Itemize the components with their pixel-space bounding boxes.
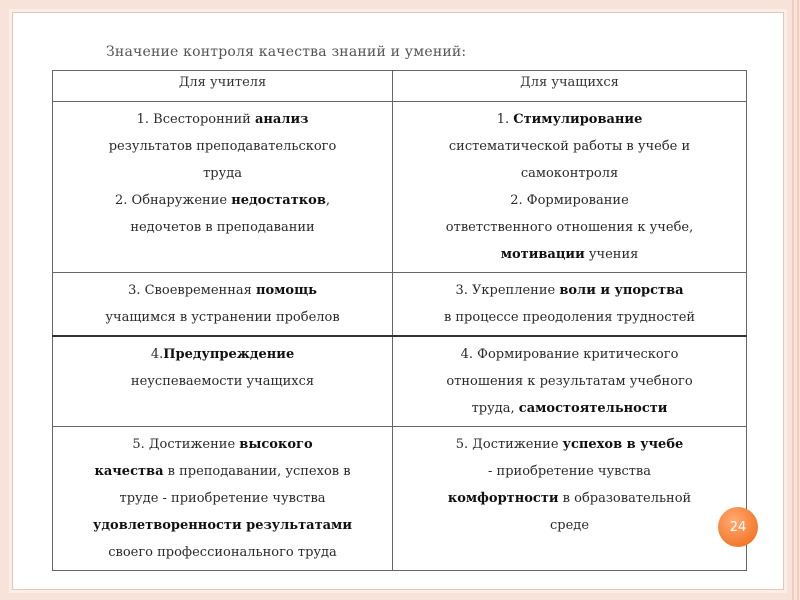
emphasis-text: успехов в учебе [562,437,684,452]
emphasis-text: мотивации [500,247,585,262]
cell-text: труда [203,166,242,181]
cell-line [399,133,740,160]
cell-text: , [325,193,331,208]
cell-text: - приобретение чувства [488,464,652,479]
cell-text: ответственного отношения к учебе, [445,220,694,235]
table-row [53,336,747,427]
emphasis-text: Стимулирование [513,112,643,127]
emphasis-text: Предупреждение [163,347,295,362]
cell-text: 1. [496,112,514,127]
cell-text: в преподавании, успехов в [163,464,351,479]
cell-text: 1. Всесторонний [136,112,255,127]
table-row [53,273,747,337]
cell-line [399,241,740,268]
cell-text: 2. Обнаружение [115,193,232,208]
cell-line [399,214,740,241]
cell-text: самоконтроля [520,166,619,181]
cell-line [59,485,386,512]
cell-line [59,133,386,160]
table-row [53,102,747,273]
cell-line [399,458,740,485]
cell-teacher [53,427,393,571]
emphasis-text: воли и упорства [559,283,684,298]
cell-text: 3. Укрепление [455,283,560,298]
column-header-teacher: Для учителя [53,71,393,102]
cell-teacher [53,336,393,427]
emphasis-text: самостоятельности [518,401,668,416]
cell-line [59,431,386,458]
cell-line [59,160,386,187]
cell-line [59,458,386,485]
cell-line [399,277,740,304]
frame-line-right-outer [797,0,799,600]
cell-line [59,341,386,368]
cell-text: своего профессионального труда [108,545,337,560]
cell-text: труда, [471,401,519,416]
cell-students [393,427,747,571]
emphasis-text: качества [94,464,164,479]
cell-text: неуспеваемости учащихся [130,374,315,389]
emphasis-text: высокого [239,437,313,452]
cell-text: 5. Достижение [455,437,563,452]
emphasis-text: недостатков [231,193,326,208]
cell-text: недочетов в преподавании [130,220,315,235]
cell-line [399,341,740,368]
cell-text: учащимся в устранении пробелов [105,310,340,325]
cell-text: труде - приобретение чувства [119,491,326,506]
cell-line [399,304,740,331]
cell-text: учения [584,247,639,262]
emphasis-text: помощь [255,283,317,298]
cell-text: отношения к результатам учебного [446,374,693,389]
emphasis-text: комфортности [447,491,559,506]
table-body [53,102,747,571]
comparison-table [52,70,747,571]
cell-students [393,102,747,273]
cell-line [59,187,386,214]
cell-teacher [53,102,393,273]
cell-line [59,106,386,133]
cell-text: 2. Формирование [510,193,629,208]
cell-line [59,512,386,539]
cell-text: 4. [150,347,164,362]
cell-line [59,277,386,304]
cell-text: 3. Своевременная [128,283,256,298]
column-header-students: Для учащихся [393,71,747,102]
cell-text: среде [550,518,590,533]
cell-line [399,485,740,512]
page-title: Значение контроля качества знаний и умений: [106,44,467,60]
cell-text: 4. Формирование критического [460,347,679,362]
cell-line [399,395,740,422]
cell-line [59,539,386,566]
cell-text: систематической работы в учебе и [448,139,691,154]
cell-students [393,336,747,427]
table-row [53,427,747,571]
cell-line [399,512,740,539]
cell-students [393,273,747,337]
page-number-badge: 24 [718,507,758,547]
cell-text: 5. Достижение [132,437,240,452]
cell-teacher [53,273,393,337]
cell-text: результатов преподавательского [108,139,337,154]
cell-line [399,431,740,458]
cell-line [399,368,740,395]
cell-line [59,304,386,331]
emphasis-text: анализ [254,112,309,127]
cell-text: в образовательной [558,491,692,506]
cell-line [399,160,740,187]
emphasis-text: удовлетворенности результатами [93,518,352,533]
frame-line-right [792,0,794,600]
cell-line [59,368,386,395]
cell-line [399,106,740,133]
cell-line [59,214,386,241]
table-header-row [53,71,747,102]
cell-text: в процессе преодоления трудностей [443,310,696,325]
cell-line [399,187,740,214]
